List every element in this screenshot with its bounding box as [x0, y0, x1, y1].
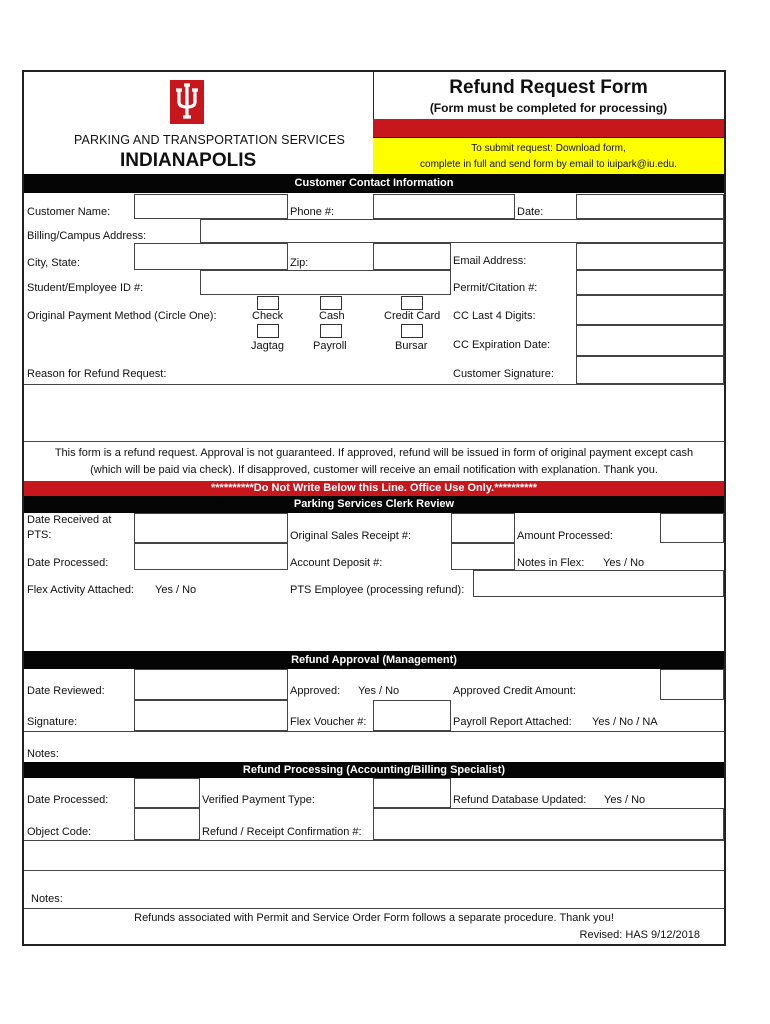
cc-expiration-field[interactable] — [576, 325, 724, 356]
cash-checkbox[interactable] — [320, 296, 342, 310]
email-label: Email Address: — [453, 255, 527, 267]
customer-signature-label: Customer Signature: — [453, 368, 554, 380]
clerk-notes-field[interactable] — [24, 597, 724, 651]
zip-field[interactable] — [373, 243, 451, 270]
student-id-field[interactable] — [200, 270, 451, 295]
clerk-review-header: Parking Services Clerk Review — [24, 496, 724, 513]
date-received-label-1: Date Received at — [27, 514, 112, 526]
flex-voucher-label: Flex Voucher #: — [290, 716, 367, 728]
date-processed-field[interactable] — [134, 543, 288, 570]
instructions-line-2: complete in full and send form by email to iuipark@iu.edu. — [420, 159, 677, 170]
account-deposit-field[interactable] — [451, 543, 515, 570]
proc-notes-label: Notes: — [31, 893, 63, 905]
reason-field[interactable] — [24, 384, 724, 442]
approval-signature-label: Signature: — [27, 716, 78, 728]
footer-divider — [24, 908, 724, 909]
permit-label: Permit/Citation #: — [453, 282, 538, 294]
refund-db-label: Refund Database Updated: — [453, 794, 587, 806]
approved-credit-field[interactable] — [660, 669, 724, 700]
cc-expiration-label: CC Expiration Date: — [453, 339, 551, 351]
reason-label: Reason for Refund Request: — [27, 368, 167, 380]
verified-payment-label: Verified Payment Type: — [202, 794, 315, 806]
credit-card-checkbox[interactable] — [401, 296, 423, 310]
flex-voucher-field[interactable] — [373, 700, 451, 731]
approval-signature-field[interactable] — [134, 700, 288, 731]
billing-address-label: Billing/Campus Address: — [27, 230, 147, 242]
instructions-line-1: To submit request: Download form, — [471, 143, 626, 154]
pts-employee-refund-label: PTS Employee (processing refund): — [290, 584, 465, 596]
check-option: Check — [252, 310, 284, 322]
iu-logo — [170, 80, 204, 124]
trident-icon — [170, 80, 204, 124]
approval-notes-field[interactable] — [24, 731, 724, 762]
city-state-label: City, State: — [27, 257, 80, 269]
bursar-checkbox[interactable] — [401, 324, 423, 338]
proc-date-field[interactable] — [134, 778, 200, 808]
form-subtitle: (Form must be completed for processing) — [429, 101, 668, 115]
approval-notes-label: Notes: — [27, 748, 59, 760]
campus-name: INDIANAPOLIS — [120, 150, 257, 171]
amount-processed-field[interactable] — [660, 513, 724, 543]
payroll-report-yes-no-na[interactable]: Yes / No / NA — [592, 716, 658, 728]
refund-receipt-label: Refund / Receipt Confirmation #: — [202, 826, 362, 838]
object-code-field[interactable] — [134, 808, 200, 840]
approval-section-header: Refund Approval (Management) — [24, 651, 724, 669]
office-use-text: **********Do Not Write Below this Line. Office Use Only.********** — [210, 482, 537, 494]
cash-option: Cash — [319, 310, 345, 322]
proc-date-label: Date Processed: — [27, 794, 109, 806]
date-field[interactable] — [576, 194, 724, 219]
processing-section-header: Refund Processing (Accounting/Billing Specialist) — [24, 762, 724, 778]
disclaimer-line-1: This form is a refund request. Approval is not guaranteed. If approved, refund will be issued in form of original payment except cash — [54, 447, 694, 459]
pts-employee-refund-field[interactable] — [473, 570, 724, 597]
city-state-field[interactable] — [134, 243, 288, 270]
email-field[interactable] — [576, 243, 724, 270]
form-title: Refund Request Form — [449, 77, 648, 98]
payment-method-label: Original Payment Method (Circle One): — [27, 310, 217, 322]
proc-employee-field[interactable] — [24, 840, 724, 871]
refund-request-form — [22, 70, 726, 946]
phone-label: Phone #: — [290, 206, 335, 218]
payroll-report-label: Payroll Report Attached: — [453, 716, 572, 728]
date-received-field[interactable] — [134, 513, 288, 543]
check-checkbox[interactable] — [257, 296, 279, 310]
zip-label: Zip: — [290, 257, 309, 269]
credit-card-option: Credit Card — [384, 310, 441, 322]
payroll-checkbox[interactable] — [320, 324, 342, 338]
date-received-label-2: PTS: — [27, 529, 52, 541]
payroll-option: Payroll — [313, 340, 347, 352]
student-id-label: Student/Employee ID #: — [27, 282, 144, 294]
notes-in-flex-yes-no[interactable]: Yes / No — [603, 557, 645, 569]
refund-db-yes-no[interactable]: Yes / No — [604, 794, 646, 806]
approved-label: Approved: — [290, 685, 341, 697]
customer-signature-field[interactable] — [576, 356, 724, 384]
date-reviewed-label: Date Reviewed: — [27, 685, 105, 697]
object-code-label: Object Code: — [27, 826, 92, 838]
customer-section-header: Customer Contact Information — [24, 174, 724, 193]
date-reviewed-field[interactable] — [134, 669, 288, 700]
disclaimer-line-2: (which will be paid via check). If disapproved, customer will receive an email notification with explanation. Thank you. — [90, 464, 658, 476]
permit-field[interactable] — [576, 270, 724, 295]
customer-name-field[interactable] — [134, 194, 288, 219]
cc-last4-label: CC Last 4 Digits: — [453, 310, 536, 322]
date-label: Date: — [517, 206, 544, 218]
footer-note: Refunds associated with Permit and Service Order Form follows a separate procedure. Thank you! — [134, 912, 614, 924]
customer-name-label: Customer Name: — [27, 206, 111, 218]
orig-receipt-label: Original Sales Receipt #: — [290, 530, 412, 542]
notes-in-flex-label: Notes in Flex: — [517, 557, 585, 569]
approved-credit-label: Approved Credit Amount: — [453, 685, 576, 697]
flex-activity-label: Flex Activity Attached: — [27, 584, 134, 596]
billing-address-field[interactable] — [200, 219, 724, 243]
phone-field[interactable] — [373, 194, 515, 219]
date-processed-label: Date Processed: — [27, 557, 109, 569]
bursar-option: Bursar — [395, 340, 428, 352]
org-line: PARKING AND TRANSPORTATION SERVICES — [74, 133, 345, 147]
account-deposit-label: Account Deposit #: — [290, 557, 383, 569]
red-rule — [373, 119, 724, 137]
jagtag-option: Jagtag — [251, 340, 285, 352]
amount-processed-label: Amount Processed: — [517, 530, 613, 542]
orig-receipt-field[interactable] — [451, 513, 515, 543]
revised-stamp: Revised: HAS 9/12/2018 — [579, 929, 700, 941]
refund-receipt-field[interactable] — [373, 808, 724, 840]
verified-payment-field[interactable] — [373, 778, 451, 808]
flex-activity-yes-no[interactable]: Yes / No — [155, 584, 197, 596]
cc-last4-field[interactable] — [576, 295, 724, 325]
approved-yes-no[interactable]: Yes / No — [358, 685, 400, 697]
jagtag-checkbox[interactable] — [257, 324, 279, 338]
